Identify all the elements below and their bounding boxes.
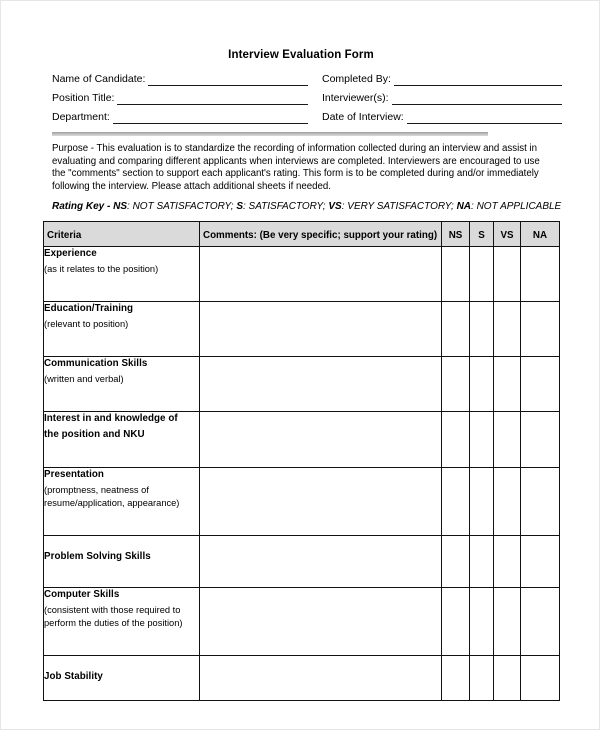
rating-cell-ns[interactable] bbox=[442, 468, 470, 536]
column-header-na: NA bbox=[521, 222, 560, 247]
criteria-cell bbox=[44, 247, 200, 302]
table-row bbox=[44, 536, 560, 588]
comment-cell[interactable] bbox=[200, 588, 442, 656]
criteria-title: Problem Solving Skills bbox=[44, 551, 151, 562]
rating-cell-s[interactable] bbox=[470, 468, 494, 536]
header-fields bbox=[52, 67, 562, 124]
criteria-title: Education/Training bbox=[44, 303, 134, 314]
rating-cell-ns[interactable] bbox=[442, 357, 470, 412]
rating-cell-vs[interactable] bbox=[494, 302, 521, 357]
rating-cell-na[interactable] bbox=[521, 302, 560, 357]
criteria-subtitle: (relevant to position) bbox=[44, 319, 129, 329]
criteria-subtitle: (consistent with those required to perform the duties of the position) bbox=[44, 605, 183, 628]
table-row bbox=[44, 412, 560, 468]
table-row bbox=[44, 357, 560, 412]
criteria-cell bbox=[44, 412, 200, 468]
comment-cell[interactable] bbox=[200, 536, 442, 588]
criteria-cell bbox=[44, 357, 200, 412]
rating-key-vs-text: : VERY SATISFACTORY; bbox=[341, 201, 457, 212]
field-input-completed-by[interactable] bbox=[394, 73, 562, 86]
rating-cell-vs[interactable] bbox=[494, 468, 521, 536]
column-header-criteria: Criteria bbox=[44, 222, 200, 247]
page-title: Interview Evaluation Form bbox=[228, 49, 374, 61]
rating-cell-s[interactable] bbox=[470, 656, 494, 701]
criteria-title: Interest in and knowledge of bbox=[44, 413, 178, 424]
rating-cell-s[interactable] bbox=[470, 412, 494, 468]
criteria-cell bbox=[44, 468, 200, 536]
rating-cell-ns[interactable] bbox=[442, 588, 470, 656]
field-label-interviewers: Interviewer(s): bbox=[322, 92, 389, 104]
criteria-subtitle: (written and verbal) bbox=[44, 374, 124, 384]
criteria-cell bbox=[44, 656, 200, 701]
table-row bbox=[44, 247, 560, 302]
field-group-department bbox=[52, 111, 322, 124]
field-group-interviewers bbox=[322, 92, 562, 105]
field-label-position-title: Position Title: bbox=[52, 92, 115, 104]
table-body bbox=[44, 247, 560, 701]
comment-cell[interactable] bbox=[200, 357, 442, 412]
rating-cell-na[interactable] bbox=[521, 468, 560, 536]
table-header-row bbox=[44, 222, 560, 247]
rating-key-na-text: : NOT APPLICABLE bbox=[471, 201, 562, 212]
field-group-date-of-interview bbox=[322, 111, 562, 124]
criteria-title: Communication Skills bbox=[44, 358, 148, 369]
rating-cell-vs[interactable] bbox=[494, 247, 521, 302]
rating-cell-vs[interactable] bbox=[494, 656, 521, 701]
rating-cell-vs[interactable] bbox=[494, 588, 521, 656]
field-input-position-title[interactable] bbox=[117, 92, 308, 105]
rating-key-na-abbr: NA bbox=[456, 201, 472, 212]
field-group-position-title bbox=[52, 92, 322, 105]
rating-cell-s[interactable] bbox=[470, 536, 494, 588]
table-row bbox=[44, 588, 560, 656]
purpose-paragraph: Purpose - This evaluation is to standardize the recording of information collected during an interview and assist in evaluating and comparing different applicants when interviews are completed. Interviewers are encouraged to use the "comments" section to support each applicant's rating. This form is to be completed during and/or immediately following the interview. Please attach additional sheets if needed. bbox=[52, 143, 540, 192]
rating-cell-vs[interactable] bbox=[494, 412, 521, 468]
rating-cell-s[interactable] bbox=[470, 247, 494, 302]
rating-cell-ns[interactable] bbox=[442, 536, 470, 588]
criteria-title-line2: the position and NKU bbox=[44, 429, 145, 440]
table-row bbox=[44, 468, 560, 536]
rating-cell-s[interactable] bbox=[470, 588, 494, 656]
rating-key-ns-abbr: NS bbox=[113, 201, 128, 212]
field-input-interviewers[interactable] bbox=[392, 92, 562, 105]
criteria-cell bbox=[44, 536, 200, 588]
table-row bbox=[44, 656, 560, 701]
rating-cell-s[interactable] bbox=[470, 357, 494, 412]
rating-cell-na[interactable] bbox=[521, 412, 560, 468]
criteria-title: Presentation bbox=[44, 469, 104, 480]
rating-cell-na[interactable] bbox=[521, 656, 560, 701]
field-input-department[interactable] bbox=[113, 111, 308, 124]
rating-cell-ns[interactable] bbox=[442, 412, 470, 468]
field-group-completed-by bbox=[322, 73, 562, 86]
rating-cell-ns[interactable] bbox=[442, 656, 470, 701]
rating-key-vs-abbr: VS bbox=[328, 201, 342, 212]
rating-cell-ns[interactable] bbox=[442, 247, 470, 302]
comment-cell[interactable] bbox=[200, 468, 442, 536]
criteria-cell bbox=[44, 302, 200, 357]
criteria-subtitle: (as it relates to the position) bbox=[44, 264, 159, 274]
column-header-comments: Comments: (Be very specific; support your rating) bbox=[200, 222, 442, 247]
rating-cell-vs[interactable] bbox=[494, 357, 521, 412]
evaluation-table bbox=[43, 221, 560, 701]
rating-cell-ns[interactable] bbox=[442, 302, 470, 357]
field-label-name-of-candidate: Name of Candidate: bbox=[52, 73, 146, 85]
criteria-title: Job Stability bbox=[44, 671, 103, 682]
table-header bbox=[44, 222, 560, 247]
column-header-s: S bbox=[470, 222, 494, 247]
field-label-date-of-interview: Date of Interview: bbox=[322, 111, 404, 123]
rating-key-s-text: : SATISFACTORY; bbox=[242, 201, 329, 212]
field-input-name-of-candidate[interactable] bbox=[148, 73, 308, 86]
rating-cell-na[interactable] bbox=[521, 536, 560, 588]
rating-cell-s[interactable] bbox=[470, 302, 494, 357]
rating-key-ns-text: : NOT SATISFACTORY; bbox=[127, 201, 237, 212]
comment-cell[interactable] bbox=[200, 302, 442, 357]
rating-cell-vs[interactable] bbox=[494, 536, 521, 588]
column-header-ns: NS bbox=[442, 222, 470, 247]
criteria-title: Computer Skills bbox=[44, 589, 120, 600]
rating-key-prefix: Rating Key - bbox=[52, 201, 114, 212]
field-row bbox=[52, 67, 562, 86]
comment-cell[interactable] bbox=[200, 247, 442, 302]
criteria-cell bbox=[44, 588, 200, 656]
rating-cell-na[interactable] bbox=[521, 357, 560, 412]
field-group-name-of-candidate bbox=[52, 73, 322, 86]
field-label-department: Department: bbox=[52, 111, 110, 123]
rating-key bbox=[52, 200, 562, 213]
rating-key-s-abbr: S bbox=[236, 201, 243, 212]
rating-cell-na[interactable] bbox=[521, 247, 560, 302]
comment-cell[interactable] bbox=[200, 412, 442, 468]
section-divider bbox=[52, 132, 488, 136]
criteria-title: Experience bbox=[44, 248, 97, 259]
comment-cell[interactable] bbox=[200, 656, 442, 701]
column-header-vs: VS bbox=[494, 222, 521, 247]
field-row bbox=[52, 86, 562, 105]
table-row bbox=[44, 302, 560, 357]
criteria-subtitle: (promptness, neatness of resume/application, appearance) bbox=[44, 485, 180, 508]
field-input-date-of-interview[interactable] bbox=[407, 111, 562, 124]
field-row bbox=[52, 105, 562, 124]
rating-cell-na[interactable] bbox=[521, 588, 560, 656]
field-label-completed-by: Completed By: bbox=[322, 73, 391, 85]
